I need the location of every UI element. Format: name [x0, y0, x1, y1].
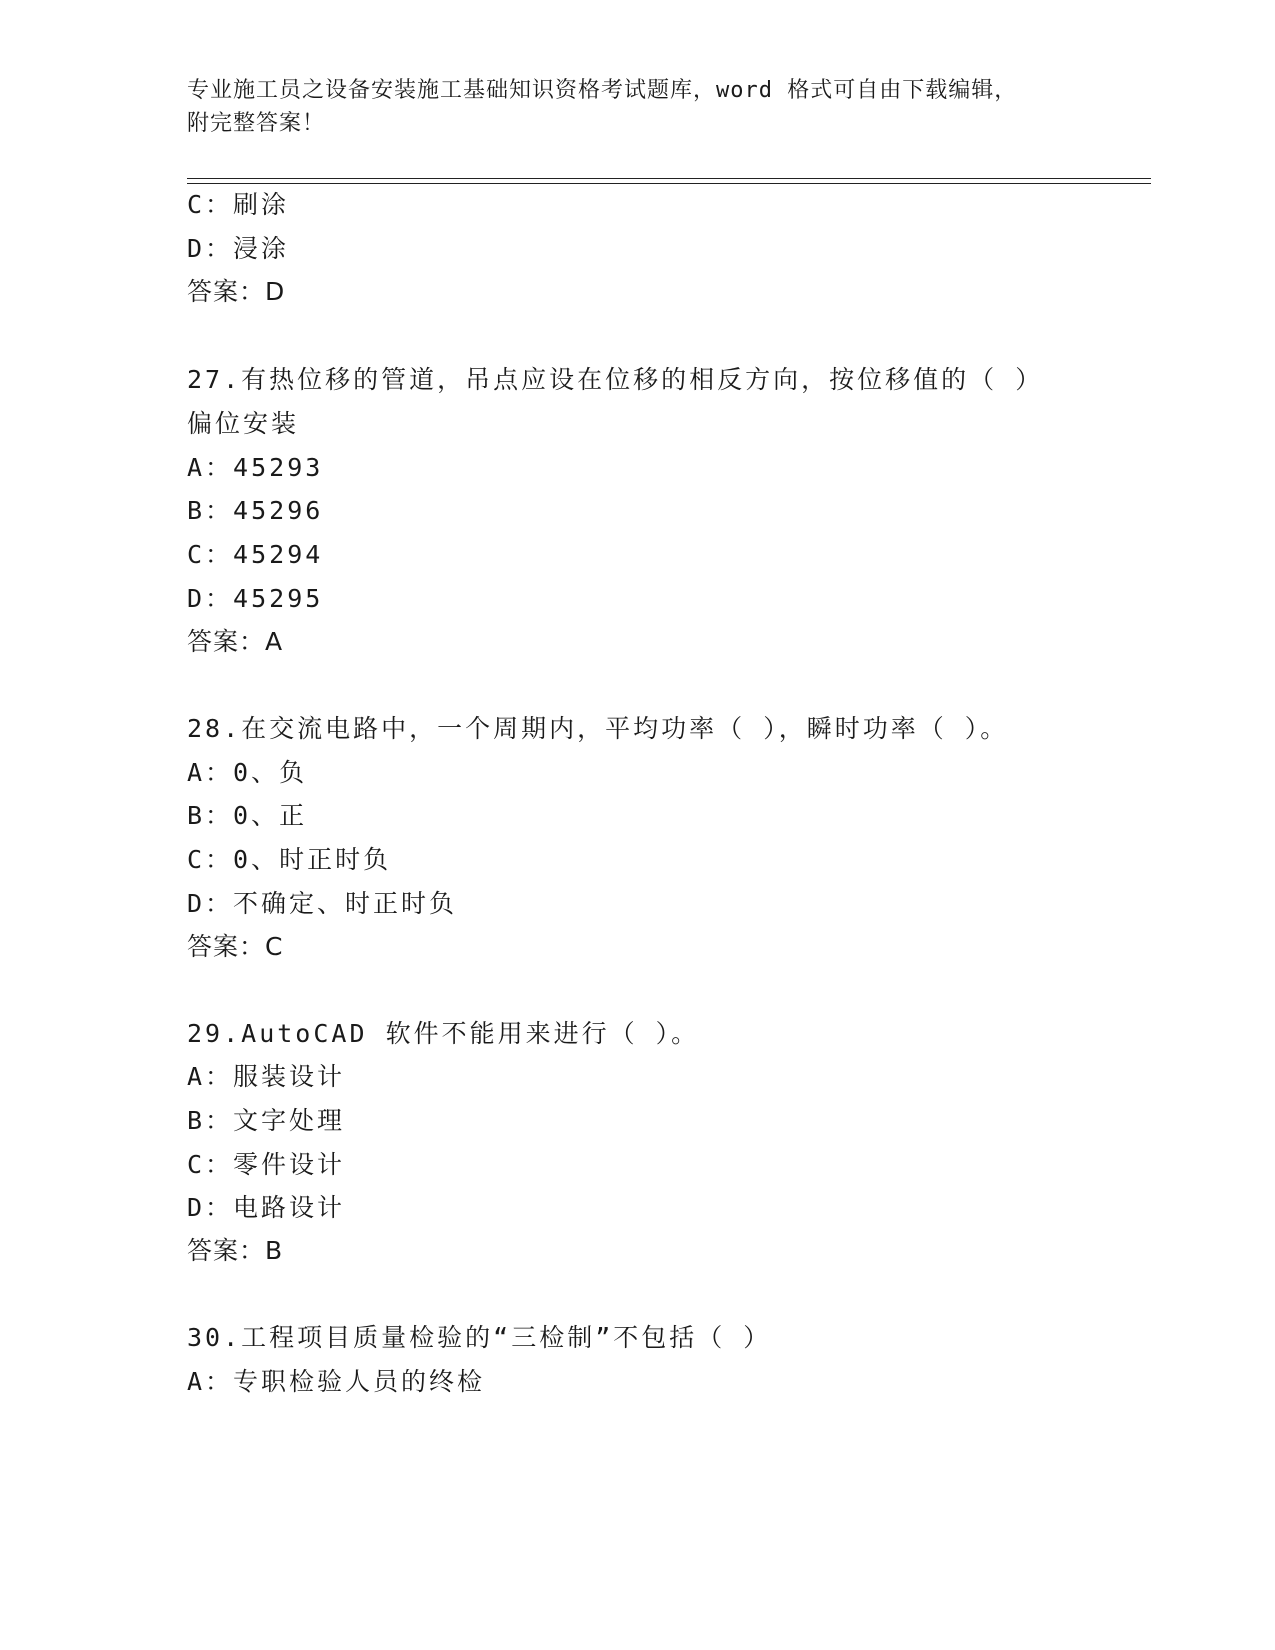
q29-option-d: D：电路设计	[187, 1193, 346, 1222]
q29-option-c: C：零件设计	[187, 1150, 346, 1179]
q28-option-d: D：不确定、时正时负	[187, 889, 458, 918]
q27-option-a: A：45293	[187, 453, 324, 482]
document-header	[187, 74, 1087, 140]
q29-answer: 答案：B	[187, 1236, 284, 1265]
q28-option-a: A：0、负	[187, 758, 308, 787]
q30-option-a: A：专职检验人员的终检	[187, 1367, 486, 1396]
q30-stem-line-1: 30.工程项目质量检验的“三检制”不包括（ ）	[187, 1323, 772, 1352]
q27-option-d: D：45295	[187, 584, 324, 613]
q29-option-b: B：文字处理	[187, 1106, 346, 1135]
q26-option-d: D：浸涂	[187, 234, 290, 263]
q27-option-c: C：45294	[187, 540, 324, 569]
q27-option-b: B：45296	[187, 496, 324, 525]
q27-answer: 答案：A	[187, 627, 284, 656]
q26-option-c: C：刷涂	[187, 190, 290, 219]
q29-option-a: A：服装设计	[187, 1062, 346, 1091]
q28-stem-line-1: 28.在交流电路中，一个周期内，平均功率（ ），瞬时功率（ ）。	[187, 714, 1009, 743]
q27-stem-line-2: 偏位安装	[187, 409, 300, 438]
q28-option-c: C：0、时正时负	[187, 845, 392, 874]
header-title-line-2: 附完整答案！	[187, 111, 326, 136]
q26-answer: 答案：D	[187, 277, 286, 306]
q27-stem-line-1: 27.有热位移的管道，吊点应设在位移的相反方向，按位移值的（ ）	[187, 365, 1044, 394]
q28-answer: 答案：C	[187, 932, 284, 961]
header-divider-bottom	[187, 183, 1151, 184]
q29-stem-line-1: 29.AutoCAD 软件不能用来进行（ ）。	[187, 1019, 700, 1048]
header-title-line-1: 专业施工员之设备安装施工基础知识资格考试题库，word 格式可自由下载编辑，	[187, 78, 1018, 103]
header-divider-top	[187, 178, 1151, 179]
q28-option-b: B：0、正	[187, 801, 308, 830]
